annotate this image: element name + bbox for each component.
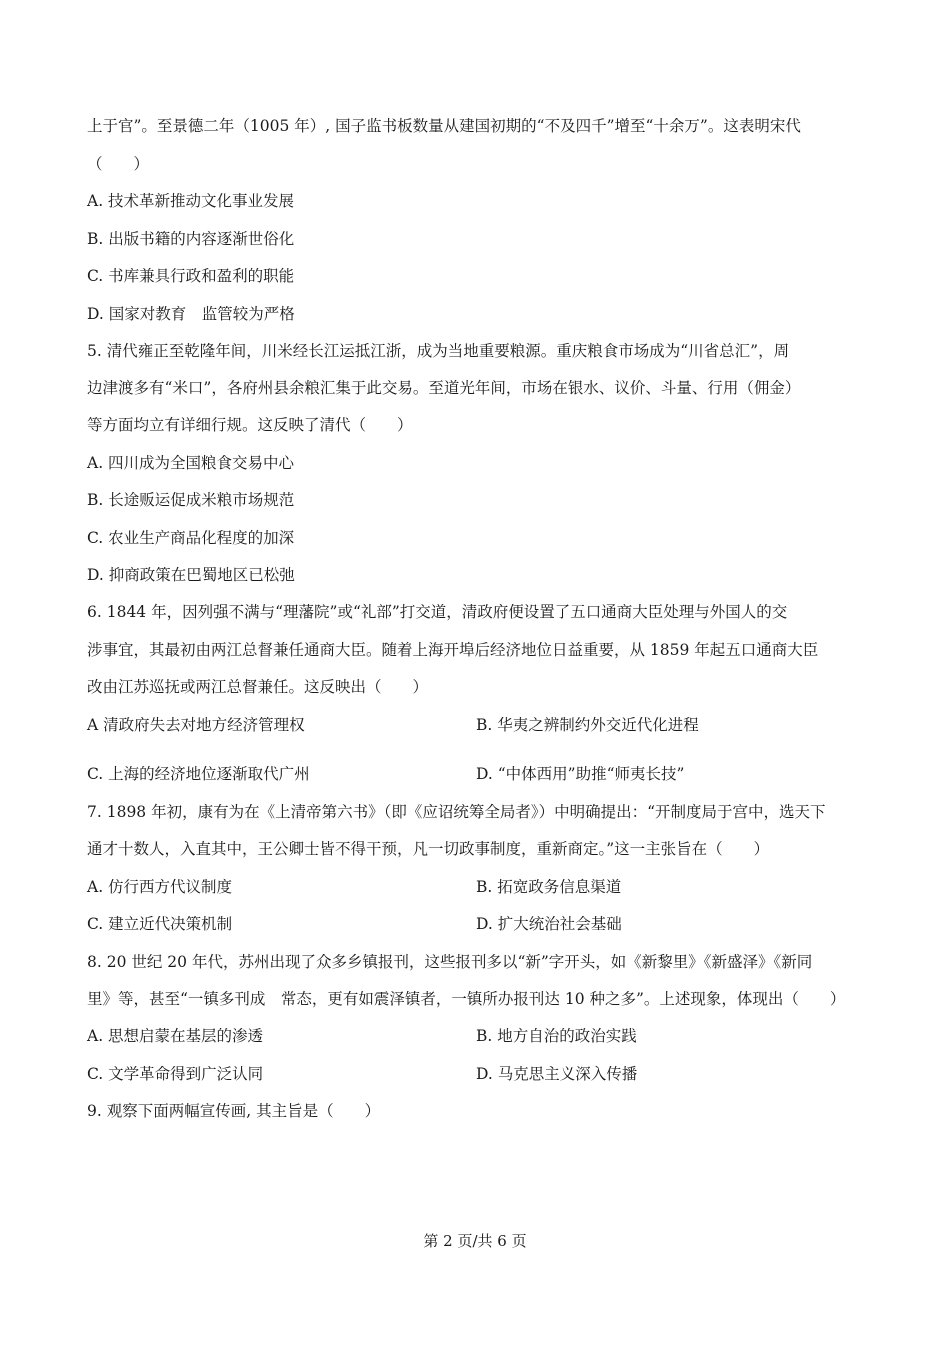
question-text: 9. 观察下面两幅宣传画, 其主旨是（ ）	[87, 1102, 381, 1120]
option-d: D. 国家对教育 监管较为严格	[87, 305, 295, 323]
question-text: 边津渡多有“米口”，各府州县余粮汇集于此交易。至道光年间，市场在银水、议价、斗量、行用（佣金）	[87, 379, 801, 397]
page-footer: 第 2 页/共 6 页	[423, 1232, 527, 1250]
answer-bracket: （ ）	[87, 155, 150, 173]
option-b: B. 华夷之辨制约外交近代化进程	[476, 716, 699, 734]
option-c: C. 农业生产商品化程度的加深	[87, 529, 295, 547]
option-d: D. 马克思主义深入传播	[476, 1065, 638, 1083]
question-text: 6. 1844 年，因列强不满与“理藩院”或“礼部”打交道，清政府便设置了五口通商大臣处理与外国人的交	[87, 603, 788, 621]
option-c: C. 文学革命得到广泛认同	[87, 1065, 264, 1083]
option-a: A. 四川成为全国粮食交易中心	[87, 454, 295, 472]
option-c: C. 建立近代决策机制	[87, 915, 233, 933]
question-text: 通才十数人，入直其中，王公卿士皆不得干预，凡一切政事制度，重新商定。”这一主张旨在（ ）	[87, 840, 770, 858]
option-a: A. 仿行西方代议制度	[87, 878, 233, 896]
option-c: C. 上海的经济地位逐渐取代广州	[87, 765, 310, 783]
option-d: D. 扩大统治社会基础	[476, 915, 622, 933]
question-text: 里》等，甚至“一镇多刊成 常态，更有如震泽镇者，一镇所办报刊达 10 种之多”。上述现象，体现出（ ）	[87, 990, 846, 1008]
question-text: 改由江苏巡抚或两江总督兼任。这反映出（ ）	[87, 678, 429, 696]
option-a: A 清政府失去对地方经济管理权	[87, 716, 305, 734]
option-c: C. 书库兼具行政和盈利的职能	[87, 267, 295, 285]
option-b: B. 地方自治的政治实践	[476, 1027, 637, 1045]
option-b: B. 长途贩运促成米粮市场规范	[87, 491, 295, 509]
question-text: 8. 20 世纪 20 年代，苏州出现了众多乡镇报刊，这些报刊多以“新”字开头，如《新黎里》《新盛泽》《新同	[87, 953, 813, 971]
option-d: D. “中体西用”助推“师夷长技”	[476, 765, 685, 783]
question-text: 涉事宜，其最初由两江总督兼任通商大臣。随着上海开埠后经济地位日益重要，从 1859 年起五口通商大臣	[87, 641, 819, 659]
question-text: 7. 1898 年初，康有为在《上清帝第六书》（即《应诏统筹全局者》）中明确提出：“开制度局于宫中，选天下	[87, 803, 826, 821]
option-d: D. 抑商政策在巴蜀地区已松弛	[87, 566, 295, 584]
option-a: A. 技术革新推动文化事业发展	[87, 192, 295, 210]
question-text: 5. 清代雍正至乾隆年间，川米经长江运抵江浙，成为当地重要粮源。重庆粮食市场成为“川省总汇”，周	[87, 342, 790, 360]
question-text: 上于官”。至景德二年（1005 年）, 国子监书板数量从建国初期的“不及四千”增至“十余万”。这表明宋代	[87, 117, 801, 135]
question-text: 等方面均立有详细行规。这反映了清代（ ）	[87, 416, 413, 434]
option-b: B. 拓宽政务信息渠道	[476, 878, 622, 896]
option-b: B. 出版书籍的内容逐渐世俗化	[87, 230, 295, 248]
option-a: A. 思想启蒙在基层的渗透	[87, 1027, 264, 1045]
